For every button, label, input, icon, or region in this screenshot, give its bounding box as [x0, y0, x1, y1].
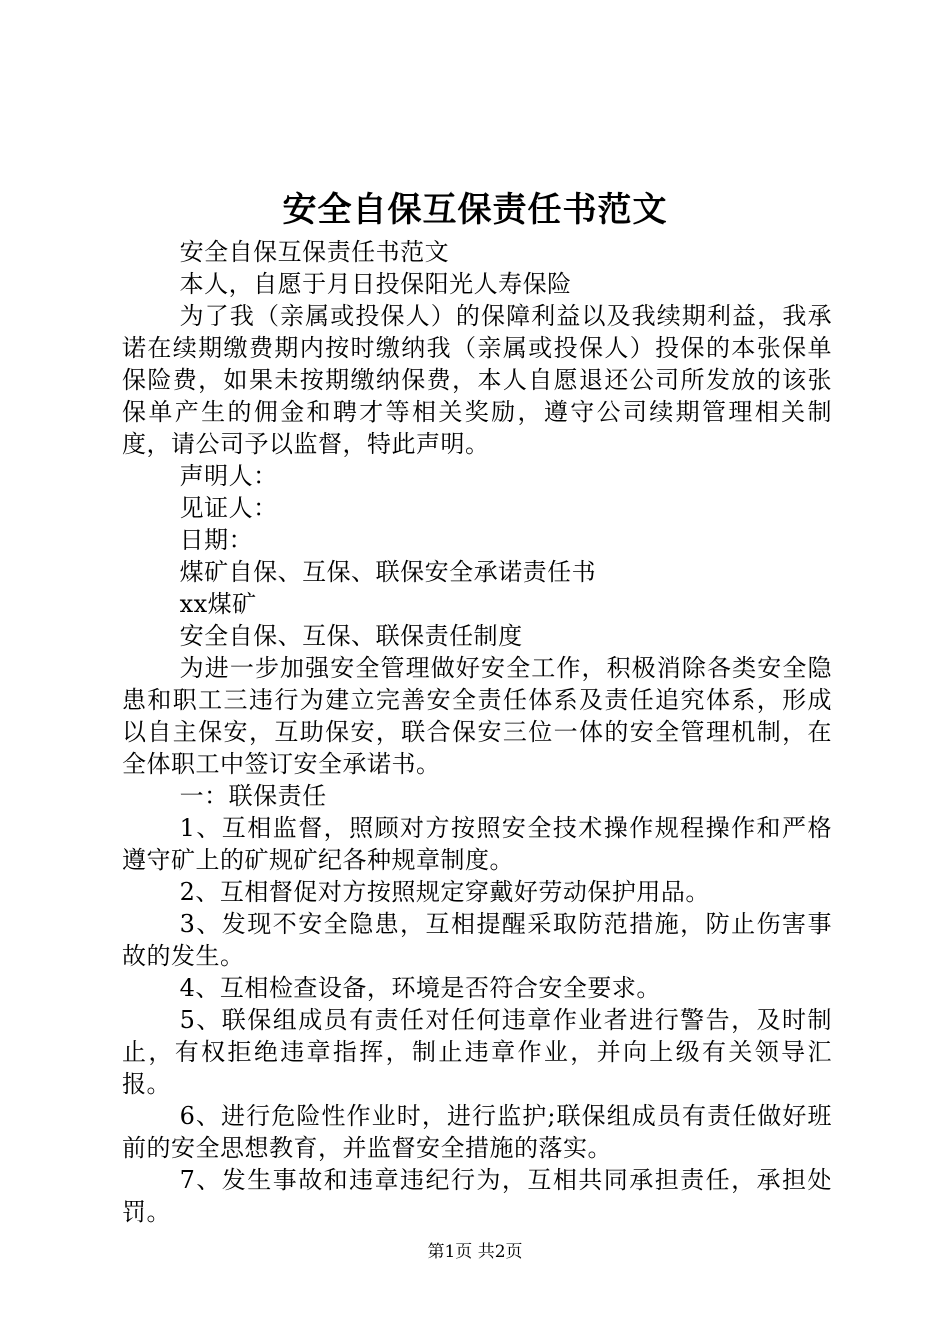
- paragraph-joint-heading: 一：联保责任: [179, 782, 327, 810]
- paragraph-date: 日期：: [179, 526, 254, 554]
- list-item-4: 4、互相检查设备，环境是否符合安全要求。: [179, 974, 661, 1002]
- document-body: [122, 236, 832, 1228]
- paragraph-purpose: 为进一步加强安全管理做好安全工作，积极消除各类安全隐患和职工三违行为建立完善安全责任体系及责任追究体系，形成以自主保安，互助保安，联合保安三位一体的安全管理机制，在全体职工中签订安全承诺书。: [122, 654, 832, 778]
- list-item-7: 7、发生事故和违章违纪行为，互相共同承担责任，承担处罚。: [122, 1166, 832, 1226]
- list-item-5: 5、联保组成员有责任对任何违章作业者进行警告，及时制止，有权拒绝违章指挥，制止违章作业，并向上级有关领导汇报。: [122, 1006, 832, 1098]
- list-item-6: 6、进行危险性作业时，进行监护;联保组成员有责任做好班前的安全思想教育，并监督安全措施的落实。: [122, 1102, 832, 1162]
- paragraph-subtitle: 安全自保互保责任书范文: [179, 238, 450, 266]
- paragraph-intro: 本人，自愿于月日投保阳光人寿保险: [179, 270, 572, 298]
- list-item-3: 3、发现不安全隐患，互相提醒采取防范措施，防止伤害事故的发生。: [122, 910, 832, 970]
- list-item-2: 2、互相督促对方按照规定穿戴好劳动保护用品。: [179, 878, 710, 906]
- paragraph-witness: 见证人：: [179, 494, 278, 522]
- paragraph-declarant: 声明人：: [179, 462, 278, 490]
- list-item-1: 1、互相监督，照顾对方按照安全技术操作规程操作和严格遵守矿上的矿规矿纪各种规章制度。: [122, 814, 832, 874]
- paragraph-mine-name: xx煤矿: [179, 590, 257, 618]
- page-number-footer: 第1页 共2页: [427, 1242, 523, 1262]
- paragraph-declaration: 为了我（亲属或投保人）的保障利益以及我续期利益，我承诺在续期缴费期内按时缴纳我（亲属或投保人）投保的本张保单保险费，如果未按期缴纳保费，本人自愿退还公司所发放的该张保单产生的佣金和聘才等相关奖励，遵守公司续期管理相关制度，请公司予以监督，特此声明。: [122, 302, 832, 458]
- document-title: 安全自保互保责任书范文: [282, 190, 668, 230]
- paragraph-section-heading: 煤矿自保、互保、联保安全承诺责任书: [179, 558, 597, 586]
- paragraph-system-heading: 安全自保、互保、联保责任制度: [179, 622, 523, 650]
